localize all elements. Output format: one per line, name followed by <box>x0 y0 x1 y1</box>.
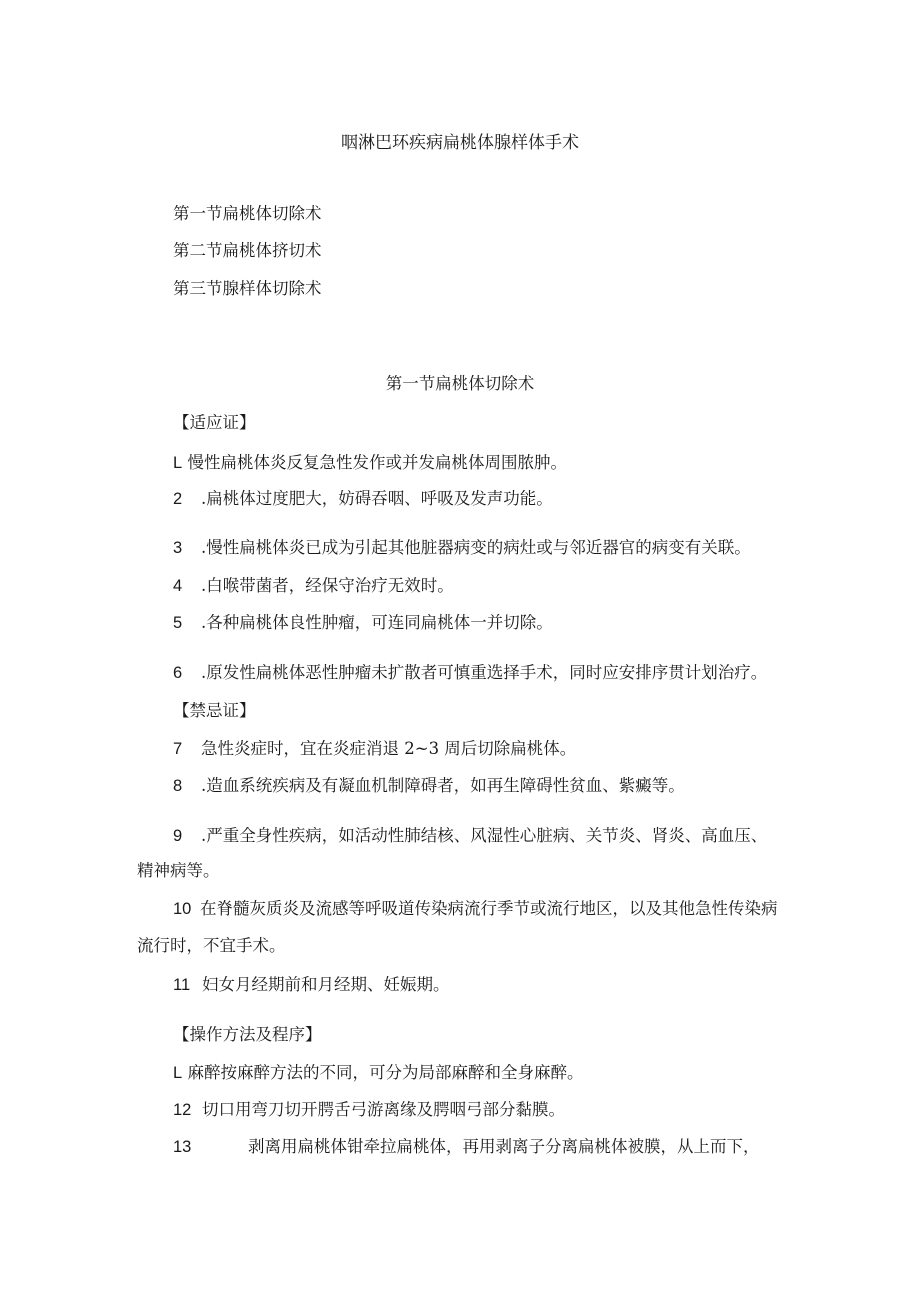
section-title: 第一节扁桃体切除术 <box>385 374 535 393</box>
item-text: .各种扁桃体良性肿瘤，可连同扁桃体一并切除。 <box>201 613 553 632</box>
item-text: .慢性扁桃体炎已成为引起其他脏器病变的病灶或与邻近器官的病变有关联。 <box>201 538 751 557</box>
contraindication-item-10-continuation: 流行时，不宜手术。 <box>137 936 286 955</box>
contraindication-item-10 <box>173 899 778 919</box>
item-text: .白喉带菌者，经保守治疗无效时。 <box>201 576 454 595</box>
procedure-heading: 【操作方法及程序】 <box>173 1025 322 1044</box>
contraindication-item-9 <box>173 826 767 846</box>
contraindication-item-8 <box>173 776 685 796</box>
item-text: .扁桃体过度肥大，妨碍吞咽、呼吸及发声功能。 <box>201 489 553 508</box>
item-number: L <box>173 454 183 472</box>
item-number: L <box>173 1064 183 1082</box>
indication-item-1 <box>173 453 567 473</box>
item-number: 3 <box>173 539 183 557</box>
item-text: 慢性扁桃体炎反复急性发作或并发扁桃体周围脓肿。 <box>187 453 567 472</box>
item-text: 在脊髓灰质炎及流感等呼吸道传染病流行季节或流行地区，以及其他急性传染病 <box>200 899 778 918</box>
item-text: .严重全身性疾病，如活动性肺结核、风湿性心脏病、关节炎、肾炎、高血压、 <box>201 826 768 845</box>
item-number: 12 <box>173 1101 192 1119</box>
page-title: 咽淋巴环疾病扁桃体腺样体手术 <box>341 133 579 153</box>
procedure-item-1 <box>173 1063 583 1083</box>
toc-item-3: 第三节腺样体切除术 <box>173 279 322 298</box>
contraindications-heading: 【禁忌证】 <box>173 701 256 720</box>
item-text: .造血系统疾病及有凝血机制障碍者，如再生障碍性贫血、紫癜等。 <box>201 776 685 795</box>
item-text: 急性炎症时，宜在炎症消退 2~3 周后切除扁桃体。 <box>201 739 577 758</box>
item-number: 8 <box>173 777 183 795</box>
toc-item-2: 第二节扁桃体挤切术 <box>173 241 322 260</box>
procedure-item-13 <box>173 1137 760 1157</box>
indication-item-5 <box>173 613 553 633</box>
item-number: 7 <box>173 740 183 758</box>
indications-heading: 【适应证】 <box>173 413 256 432</box>
indication-item-6 <box>173 663 767 683</box>
item-number: 13 <box>173 1138 192 1156</box>
item-number: 5 <box>173 614 183 632</box>
item-number: 10 <box>173 900 192 918</box>
item-text: 剥离用扁桃体钳牵拉扁桃体，再用剥离子分离扁桃体被膜，从上而下， <box>248 1137 760 1156</box>
contraindication-item-7 <box>173 739 576 759</box>
contraindication-item-11 <box>173 975 450 995</box>
item-number: 2 <box>173 490 183 508</box>
item-text: 妇女月经期前和月经期、妊娠期。 <box>202 975 450 994</box>
indication-item-3 <box>173 538 751 558</box>
item-number: 9 <box>173 827 183 845</box>
contraindication-item-9-continuation: 精神病等。 <box>137 861 220 880</box>
item-text: .原发性扁桃体恶性肿瘤未扩散者可慎重选择手术，同时应安排序贯计划治疗。 <box>201 663 768 682</box>
item-text: 切口用弯刀切开腭舌弓游离缘及腭咽弓部分黏膜。 <box>202 1100 565 1119</box>
item-number: 6 <box>173 664 183 682</box>
item-text: 麻醉按麻醉方法的不同，可分为局部麻醉和全身麻醉。 <box>187 1063 584 1082</box>
item-number: 4 <box>173 577 183 595</box>
indication-item-2 <box>173 489 553 509</box>
procedure-item-12 <box>173 1100 565 1120</box>
toc-item-1: 第一节扁桃体切除术 <box>173 204 322 223</box>
item-number: 11 <box>173 976 191 994</box>
indication-item-4 <box>173 576 454 596</box>
